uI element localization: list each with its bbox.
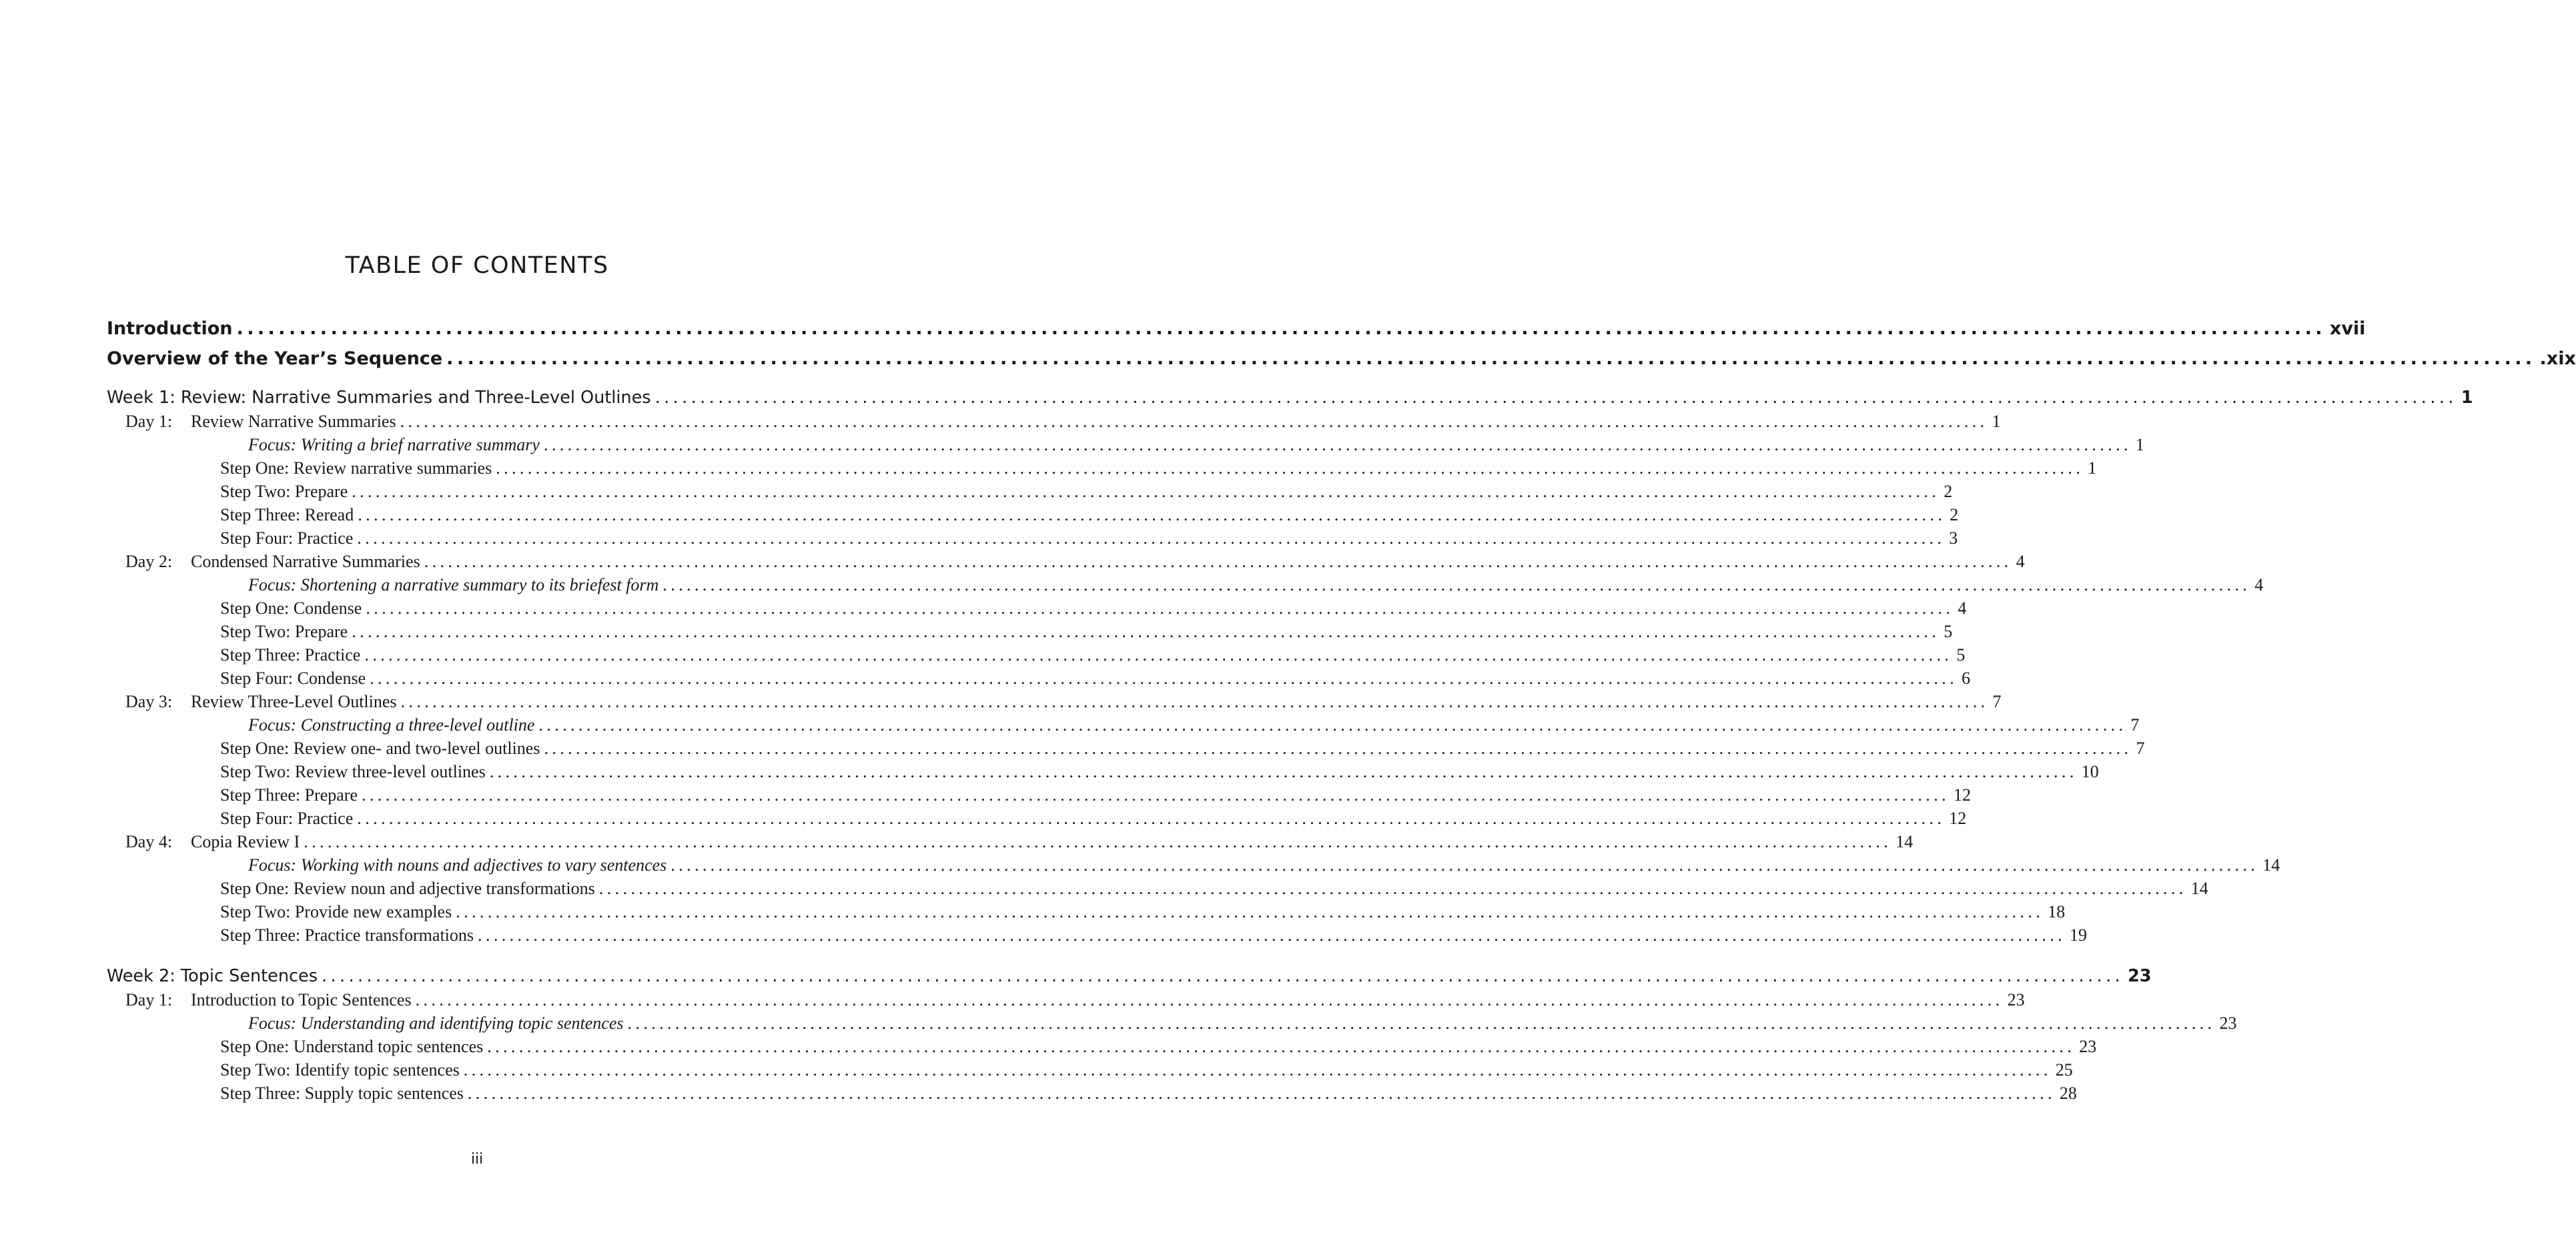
toc-week-label: Week 1: Review: Narrative Summaries and Three-Level Outlines: [107, 386, 655, 410]
toc-step[interactable]: [107, 900, 2066, 923]
dot-leader: ........................................................................................................................................................................................................: [370, 669, 1958, 688]
toc-focus-label: Focus: Writing a brief narrative summary: [248, 433, 544, 456]
dot-leader: ........................................................................................................................................................................................................: [236, 318, 2326, 339]
dot-leader: ........................................................................................................................................................................................................: [424, 552, 2012, 571]
toc-step-page: 12: [1945, 807, 1966, 830]
toc-day[interactable]: [107, 410, 2001, 433]
toc-entry-introduction[interactable]: [107, 314, 2366, 344]
dot-leader: ........................................................................................................................................................................................................: [304, 832, 1892, 851]
dot-leader: ........................................................................................................................................................................................................: [400, 412, 1988, 431]
toc-day-label: Day 1: Introduction to Topic Sentences: [125, 988, 416, 1011]
dot-leader: ........................................................................................................................................................................................................: [366, 598, 1954, 618]
dot-leader: ........................................................................................................................................................................................................: [322, 966, 2124, 986]
toc-step-page: 23: [2075, 1035, 2096, 1058]
toc-step[interactable]: [107, 643, 1966, 667]
dot-leader: ........................................................................................................................................................................................................: [357, 809, 1946, 828]
dot-leader: ........................................................................................................................................................................................................: [467, 1084, 2056, 1103]
toc-step[interactable]: [107, 456, 2097, 480]
dot-leader: ........................................................................................................................................................................................................: [627, 1013, 2216, 1033]
toc-step-label: Step Three: Practice transformations: [220, 923, 478, 947]
toc-step-label: Step Four: Practice: [220, 526, 357, 550]
toc-focus[interactable]: [107, 713, 2140, 737]
dot-leader: ........................................................................................................................................................................................................: [598, 879, 2187, 898]
toc-week-1[interactable]: [107, 386, 2473, 410]
dot-leader: ........................................................................................................................................................................................................: [400, 692, 1989, 711]
toc-week-label: Week 2: Topic Sentences: [107, 964, 322, 988]
toc-step-label: Step Four: Practice: [220, 807, 357, 830]
dot-leader: ........................................................................................................................................................................................................: [671, 855, 2259, 875]
toc-day-page: 23: [2004, 988, 2025, 1011]
dot-leader: ........................................................................................................................................................................................................: [364, 645, 1953, 665]
dot-leader: ........................................................................................................................................................................................................: [487, 1037, 2076, 1056]
toc-step[interactable]: [107, 1082, 2077, 1105]
table-of-contents: [107, 314, 2576, 1105]
toc-step-label: Step Two: Identify topic sentences: [220, 1058, 464, 1082]
toc-focus-label: Focus: Shortening a narrative summary to its briefest form: [248, 573, 663, 596]
toc-step-page: 10: [2078, 760, 2099, 783]
dot-leader: ........................................................................................................................................................................................................: [358, 505, 1946, 524]
toc-step-label: Step One: Understand topic sentences: [220, 1035, 487, 1058]
toc-step-label: Step One: Review noun and adjective transformations: [220, 877, 599, 900]
toc-step-page: 25: [2052, 1058, 2073, 1082]
toc-step-page: 5: [1940, 620, 1952, 643]
toc-day[interactable]: [107, 988, 2025, 1011]
toc-focus[interactable]: [107, 573, 2264, 596]
toc-step[interactable]: [107, 667, 1971, 690]
toc-step[interactable]: [107, 783, 1971, 807]
toc-step-label: Step Two: Provide new examples: [220, 900, 456, 923]
dot-leader: ........................................................................................................................................................................................................: [496, 458, 2084, 478]
toc-step[interactable]: [107, 620, 1953, 643]
toc-step[interactable]: [107, 480, 1953, 503]
toc-step-label: Step One: Review one- and two-level outlines: [220, 737, 544, 760]
toc-entry-page: .xix: [2536, 344, 2576, 374]
dot-leader: ........................................................................................................................................................................................................: [478, 925, 2066, 945]
toc-day[interactable]: [107, 550, 2025, 573]
toc-step[interactable]: [107, 877, 2208, 900]
toc-focus-label: Focus: Working with nouns and adjectives to vary sentences: [248, 853, 671, 877]
toc-entry-label: Introduction: [107, 314, 237, 344]
toc-day-page: 1: [1988, 410, 2001, 433]
toc-step[interactable]: [107, 526, 1958, 550]
dot-leader: ........................................................................................................................................................................................................: [663, 575, 2251, 594]
toc-focus-label: Focus: Constructing a three-level outline: [248, 713, 538, 737]
dot-leader: ........................................................................................................................................................................................................: [362, 785, 1950, 805]
toc-day[interactable]: [107, 690, 2002, 713]
dot-leader: ........................................................................................................................................................................................................: [543, 435, 2132, 454]
toc-focus-page: 14: [2258, 853, 2280, 877]
toc-step-page: 4: [1954, 596, 1966, 620]
toc-week-page: 1: [2457, 386, 2473, 410]
toc-step[interactable]: [107, 503, 1959, 526]
dot-leader: ........................................................................................................................................................................................................: [655, 388, 2457, 408]
page-number: iii: [470, 1151, 484, 1168]
toc-step[interactable]: [107, 596, 1967, 620]
toc-step[interactable]: [107, 923, 2088, 947]
dot-leader: ........................................................................................................................................................................................................: [352, 482, 1940, 501]
toc-step-label: Step One: Review narrative summaries: [220, 456, 496, 480]
toc-step-label: Step Four: Condense: [220, 667, 370, 690]
toc-focus-page: 7: [2126, 713, 2139, 737]
toc-focus-label: Focus: Understanding and identifying topic sentences: [248, 1011, 628, 1035]
toc-step[interactable]: [107, 1058, 2073, 1082]
dot-leader: ........................................................................................................................................................................................................: [357, 528, 1946, 548]
toc-step-page: 5: [1952, 643, 1965, 667]
dot-leader: ........................................................................................................................................................................................................: [538, 715, 2127, 735]
toc-step[interactable]: [107, 760, 2099, 783]
toc-day-label: Day 2: Condensed Narrative Summaries: [125, 550, 424, 573]
toc-focus[interactable]: [107, 1011, 2237, 1035]
toc-day-page: 4: [2012, 550, 2025, 573]
toc-step-page: 28: [2056, 1082, 2077, 1105]
toc-step-page: 14: [2187, 877, 2208, 900]
dot-leader: ........................................................................................................................................................................................................: [489, 762, 2078, 781]
toc-step-label: Step Three: Prepare: [220, 783, 362, 807]
toc-day-page: 14: [1891, 830, 1913, 853]
dot-leader: ........................................................................................................................................................................................................: [352, 622, 1940, 641]
toc-step-label: Step Two: Prepare: [220, 620, 352, 643]
dot-leader: ........................................................................................................................................................................................................: [456, 902, 2044, 921]
dot-leader: ........................................................................................................................................................................................................: [446, 348, 2536, 369]
toc-step-page: 18: [2044, 900, 2065, 923]
toc-week-page: 23: [2124, 964, 2152, 988]
toc-day-page: 7: [1989, 690, 2002, 713]
toc-step-label: Step Three: Supply topic sentences: [220, 1082, 468, 1105]
toc-focus-page: 23: [2216, 1011, 2237, 1035]
toc-step-label: Step One: Condense: [220, 596, 366, 620]
toc-focus[interactable]: [107, 433, 2144, 456]
toc-step-label: Step Three: Reread: [220, 503, 358, 526]
toc-entry-label: Overview of the Year’s Sequence: [107, 344, 446, 374]
toc-step-page: 1: [2084, 456, 2096, 480]
toc-step-label: Step Two: Review three-level outlines: [220, 760, 490, 783]
toc-step-page: 6: [1958, 667, 1970, 690]
toc-step[interactable]: [107, 807, 1967, 830]
toc-focus-page: 4: [2250, 573, 2263, 596]
toc-week-2[interactable]: [107, 964, 2152, 988]
toc-step-page: 3: [1945, 526, 1958, 550]
toc-step-page: 2: [1940, 480, 1952, 503]
toc-day[interactable]: [107, 830, 1913, 853]
toc-day-label: Day 3: Review Three-Level Outlines: [125, 690, 401, 713]
toc-focus[interactable]: [107, 853, 2280, 877]
toc-focus-page: 1: [2132, 433, 2144, 456]
toc-day-label: Day 1: Review Narrative Summaries: [125, 410, 400, 433]
toc-step-label: Step Three: Practice: [220, 643, 364, 667]
toc-step[interactable]: [107, 1035, 2097, 1058]
dot-leader: ........................................................................................................................................................................................................: [544, 739, 2132, 758]
toc-day-label: Day 4: Copia Review I: [125, 830, 304, 853]
toc-step-page: 2: [1946, 503, 1958, 526]
toc-step-page: 19: [2066, 923, 2087, 947]
toc-entry-page: xvii: [2326, 314, 2366, 344]
page-title: TABLE OF CONTENTS: [345, 252, 609, 279]
toc-step-page: 7: [2132, 737, 2144, 760]
toc-step-label: Step Two: Prepare: [220, 480, 352, 503]
toc-entry-overview[interactable]: [107, 344, 2576, 374]
toc-step[interactable]: [107, 737, 2145, 760]
toc-step-page: 12: [1950, 783, 1971, 807]
dot-leader: ........................................................................................................................................................................................................: [463, 1060, 2052, 1080]
dot-leader: ........................................................................................................................................................................................................: [415, 990, 2004, 1009]
